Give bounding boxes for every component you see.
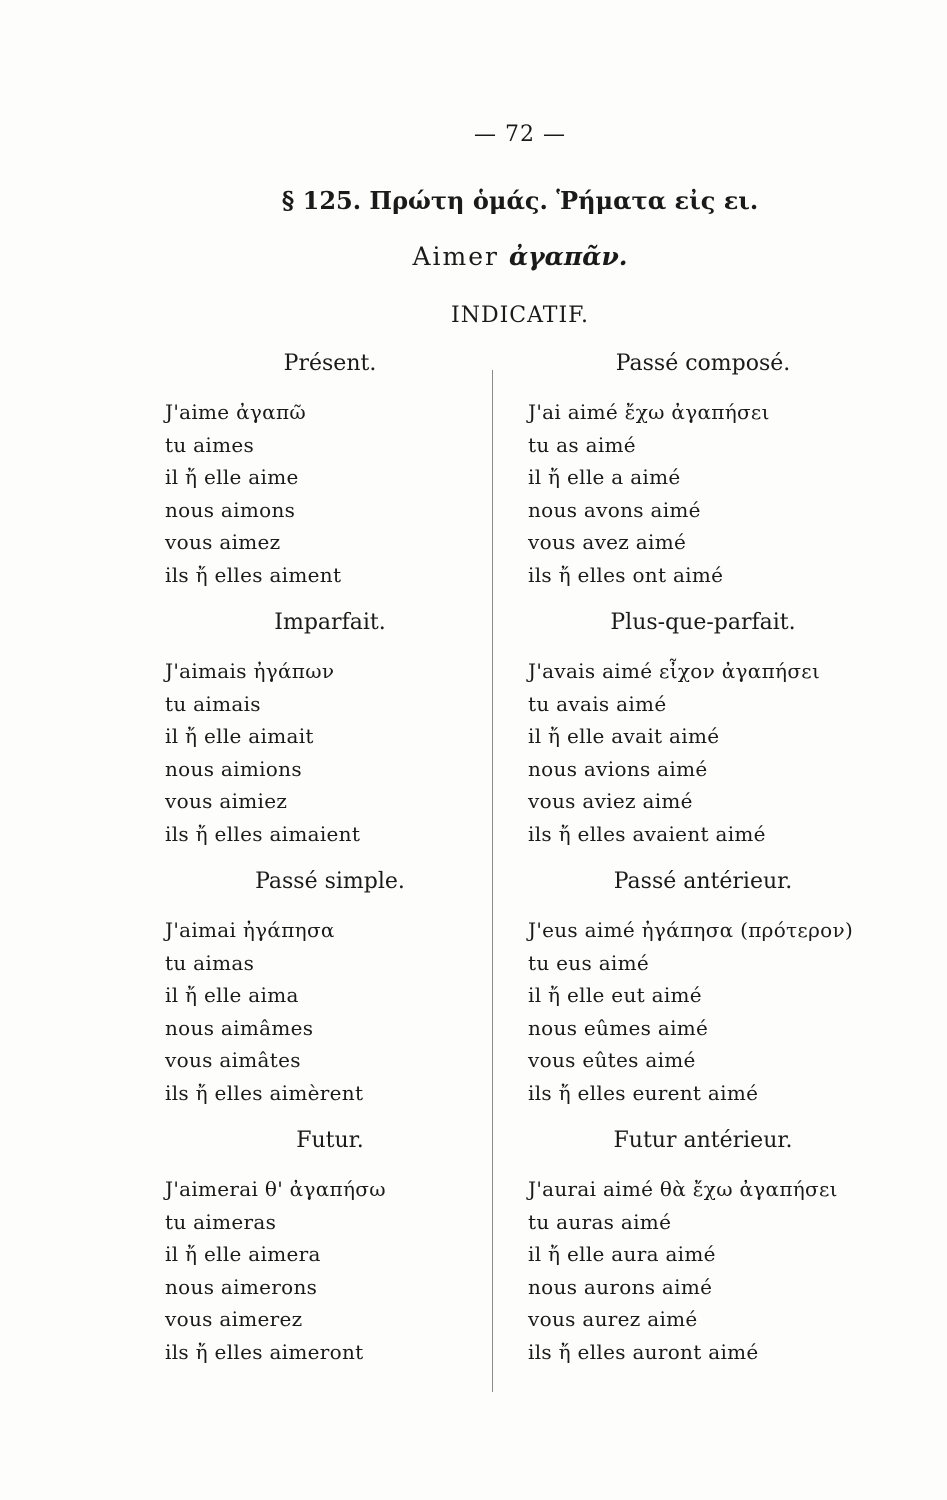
column-divider bbox=[492, 370, 493, 1392]
conjugation-form: vous avez aimé bbox=[528, 530, 687, 554]
conjugation-form: J'avais aimé εἶχον ἀγαπήσει bbox=[528, 659, 821, 683]
tense-heading: Futur. bbox=[296, 1128, 364, 1153]
conjugation-form: ils ἤ elles eurent aimé bbox=[528, 1080, 759, 1105]
tense-block-passe-compose bbox=[528, 348, 888, 591]
conjugation-form: nous aimions bbox=[165, 756, 302, 781]
conjugation-form: J'aimai ἠγάπησα bbox=[165, 918, 335, 942]
right-conjugation-column bbox=[528, 348, 888, 1384]
conjugation-form: ils ἤ elles auront aimé bbox=[528, 1339, 759, 1364]
conjugation-form: vous aurez aimé bbox=[528, 1307, 698, 1331]
conjugation-form: vous aimez bbox=[165, 530, 281, 554]
conjugation-form: vous aimerez bbox=[165, 1307, 303, 1331]
conjugation-form: ils ἤ elles aimaient bbox=[165, 821, 361, 846]
verb-french: Aimer bbox=[412, 242, 499, 271]
conjugation-form: ils ἤ elles avaient aimé bbox=[528, 821, 766, 846]
tense-block-futur bbox=[165, 1125, 475, 1368]
tense-block-plus-que-parfait bbox=[528, 607, 888, 850]
tense-heading: Passé composé. bbox=[615, 351, 791, 376]
tense-heading: Présent. bbox=[283, 351, 377, 376]
section-title: § 125. Πρώτη ὁμάς. Ῥήματα εἰς ει. bbox=[281, 186, 759, 215]
verb-greek: ἀγαπᾶν. bbox=[508, 242, 628, 271]
conjugation-form: nous aimâmes bbox=[165, 1015, 314, 1040]
conjugation-form: nous eûmes aimé bbox=[528, 1015, 709, 1040]
conjugation-form: tu auras aimé bbox=[528, 1209, 672, 1234]
tense-heading: Plus-que-parfait. bbox=[610, 610, 796, 635]
conjugation-form: il ἤ elle a aimé bbox=[528, 465, 681, 489]
conjugation-form: il ἤ elle aima bbox=[165, 983, 299, 1007]
tense-heading: Futur antérieur. bbox=[613, 1128, 793, 1153]
tense-heading: Passé antérieur. bbox=[613, 869, 793, 894]
tense-block-passe-simple bbox=[165, 866, 475, 1109]
conjugation-form: tu eus aimé bbox=[528, 950, 650, 975]
conjugation-form: vous aimâtes bbox=[165, 1048, 301, 1072]
conjugation-form: ils ἤ elles aimeront bbox=[165, 1339, 364, 1364]
conjugation-form: J'aimais ἠγάπων bbox=[165, 659, 335, 683]
conjugation-form: il ἤ elle aime bbox=[165, 465, 299, 489]
mood-heading: INDICATIF. bbox=[451, 303, 589, 328]
tense-heading: Passé simple. bbox=[255, 869, 405, 894]
conjugation-form: nous aimerons bbox=[165, 1274, 318, 1299]
page-number: — 72 — bbox=[474, 122, 566, 147]
verb-title bbox=[0, 242, 947, 271]
conjugation-form: J'aimerai θ' ἀγαπήσω bbox=[165, 1177, 386, 1201]
left-conjugation-column bbox=[165, 348, 475, 1384]
conjugation-form: tu aimeras bbox=[165, 1209, 277, 1234]
conjugation-form: nous aurons aimé bbox=[528, 1274, 713, 1299]
tense-block-imparfait bbox=[165, 607, 475, 850]
conjugation-form: tu aimais bbox=[165, 691, 261, 716]
conjugation-form: il ἤ elle avait aimé bbox=[528, 724, 720, 748]
conjugation-form: vous aviez aimé bbox=[528, 789, 693, 813]
tense-heading: Imparfait. bbox=[274, 610, 386, 635]
conjugation-form: tu as aimé bbox=[528, 432, 636, 457]
conjugation-form: il ἤ elle eut aimé bbox=[528, 983, 702, 1007]
tense-block-passe-anterieur bbox=[528, 866, 888, 1109]
conjugation-form: tu aimes bbox=[165, 432, 255, 457]
conjugation-form: nous avons aimé bbox=[528, 497, 701, 522]
conjugation-form: J'aime ἀγαπῶ bbox=[165, 400, 307, 424]
conjugation-form: ils ἤ elles ont aimé bbox=[528, 562, 724, 587]
conjugation-form: J'eus aimé ἠγάπησα (πρότερον) bbox=[528, 918, 854, 942]
tense-block-futur-anterieur bbox=[528, 1125, 888, 1368]
conjugation-form: il ἤ elle aimera bbox=[165, 1242, 321, 1266]
conjugation-form: nous aimons bbox=[165, 497, 296, 522]
conjugation-form: ils ἤ elles aimèrent bbox=[165, 1080, 364, 1105]
conjugation-form: vous aimiez bbox=[165, 789, 288, 813]
conjugation-form: vous eûtes aimé bbox=[528, 1048, 696, 1072]
conjugation-form: J'ai aimé ἔχω ἀγαπήσει bbox=[528, 400, 770, 424]
conjugation-form: tu avais aimé bbox=[528, 691, 667, 716]
conjugation-form: ils ἤ elles aiment bbox=[165, 562, 342, 587]
conjugation-form: il ἤ elle aimait bbox=[165, 724, 314, 748]
tense-block-present bbox=[165, 348, 475, 591]
conjugation-form: nous avions aimé bbox=[528, 756, 708, 781]
conjugation-form: tu aimas bbox=[165, 950, 255, 975]
conjugation-form: J'aurai aimé θὰ ἔχω ἀγαπήσει bbox=[528, 1177, 838, 1201]
conjugation-form: il ἤ elle aura aimé bbox=[528, 1242, 716, 1266]
